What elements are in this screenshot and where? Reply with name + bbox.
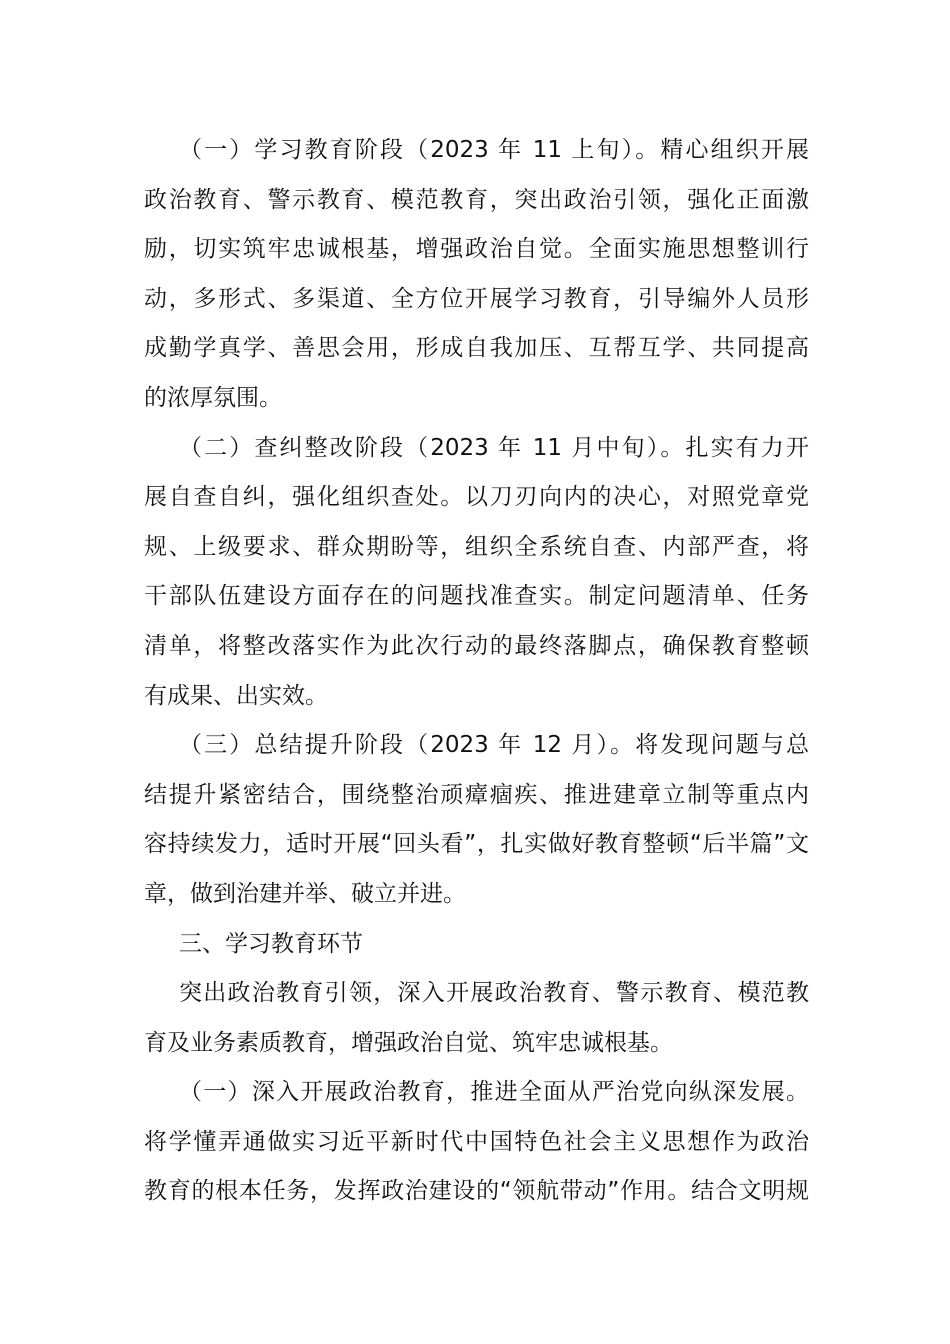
text-line: 政治教育、警示教育、模范教育，突出政治引领，强化正面激 (144, 186, 809, 213)
document-body (144, 126, 809, 1217)
text-line: （二）查纠整改阶段（2023 年 11 月中旬）。扎实有力开 (179, 434, 809, 461)
text-line: （一）深入开展政治教育，推进全面从严治党向纵深发展。 (179, 1079, 809, 1106)
text-line: 将学懂弄通做实习近平新时代中国特色社会主义思想作为政治 (144, 1128, 809, 1155)
text-line: 突出政治教育引领，深入开展政治教育、警示教育、模范教 (179, 980, 809, 1007)
text-line: 容持续发力，适时开展“回头看”，扎实做好教育整顿“后半篇”文 (144, 831, 809, 858)
text-line: 展自查自纠，强化组织查处。以刀刃向内的决心，对照党章党 (144, 484, 809, 511)
text-line: 动，多形式、多渠道、全方位开展学习教育，引导编外人员形 (144, 285, 809, 312)
text-line: （三）总结提升阶段（2023 年 12 月）。将发现问题与总 (179, 732, 809, 759)
text-line: （一）学习教育阶段（2023 年 11 上旬）。精心组织开展 (179, 137, 809, 163)
text-line: 规、上级要求、群众期盼等，组织全系统自查、内部严查，将 (144, 533, 809, 560)
text-line: 教育的根本任务，发挥政治建设的“领航带动”作用。结合文明规 (144, 1178, 809, 1205)
text-line: 结提升紧密结合，围绕整治顽瘴痼疾、推进建章立制等重点内 (144, 781, 809, 808)
text-line: 有成果、出实效。 (144, 682, 328, 709)
text-line: 的浓厚氛围。 (144, 384, 282, 411)
text-line: 干部队伍建设方面存在的问题找准查实。制定问题清单、任务 (144, 583, 809, 610)
text-line: 清单，将整改落实作为此次行动的最终落脚点，确保教育整顿 (144, 632, 809, 659)
section-heading: 三、学习教育环节 (179, 930, 363, 957)
text-line: 成勤学真学、善思会用，形成自我加压、互帮互学、共同提高 (144, 335, 809, 362)
text-line: 励，切实筑牢忠诚根基，增强政治自觉。全面实施思想整训行 (144, 236, 809, 263)
text-line: 章，做到治建并举、破立并进。 (144, 880, 466, 907)
text-line: 育及业务素质教育，增强政治自觉、筑牢忠诚根基。 (144, 1029, 673, 1056)
